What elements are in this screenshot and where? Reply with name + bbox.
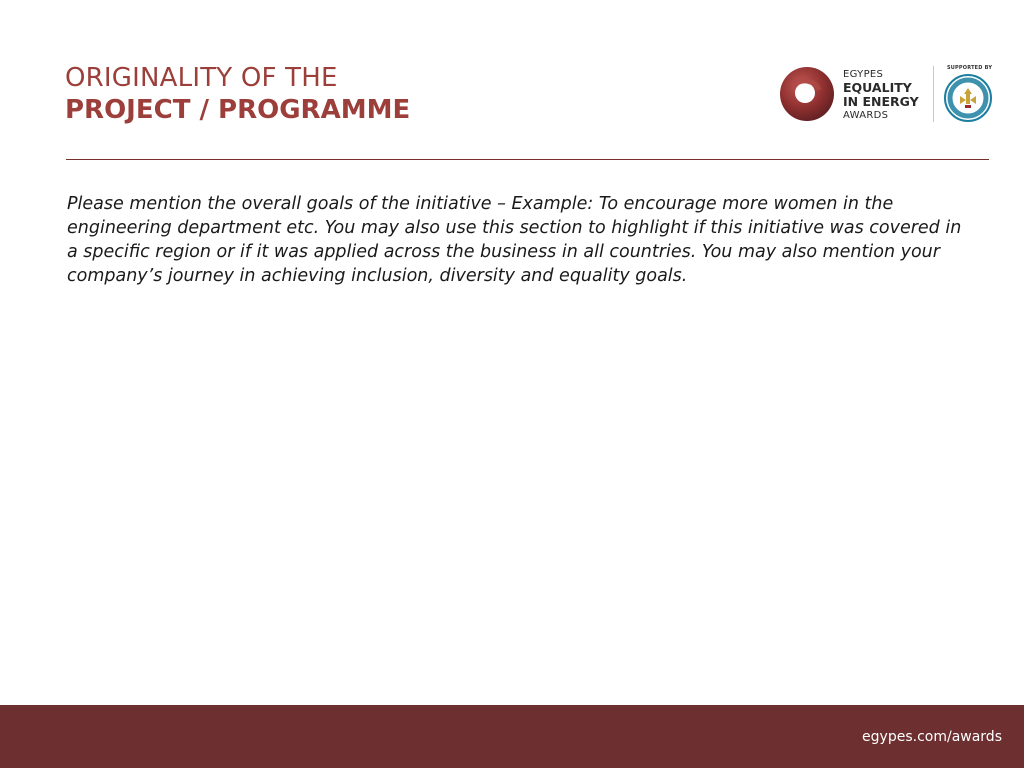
logo-line-in-energy: IN ENERGY xyxy=(843,94,919,109)
instructions-paragraph: Please mention the overall goals of the initiative – Example: To encourage more women in the engineering department etc. You may also use this section to highlight if this initiative was covered in a specific region or if it was applied across the business in all countries. You may also mention your company’s journey in achieving inclusion, diversity and equality goals. xyxy=(67,194,962,286)
logo-line-egypes: EGYPES xyxy=(843,69,884,80)
page-title xyxy=(65,62,410,126)
ring-logo-icon xyxy=(779,66,835,122)
footer-url: egypes.com/awards xyxy=(862,729,1002,745)
supported-by-label: SUPPORTED BY xyxy=(947,65,993,71)
logo-line-awards: AWARDS xyxy=(843,110,889,121)
title-line-1: ORIGINALITY OF THE xyxy=(65,63,338,93)
egypes-awards-logo xyxy=(779,62,994,126)
header-divider xyxy=(66,159,989,160)
ministry-seal-icon xyxy=(944,74,992,122)
logo-divider xyxy=(933,66,934,122)
logo-line-equality: EQUALITY xyxy=(843,80,912,95)
title-line-2: PROJECT / PROGRAMME xyxy=(65,95,411,125)
footer-bar xyxy=(0,705,1024,768)
logo-wordmark xyxy=(843,68,919,122)
